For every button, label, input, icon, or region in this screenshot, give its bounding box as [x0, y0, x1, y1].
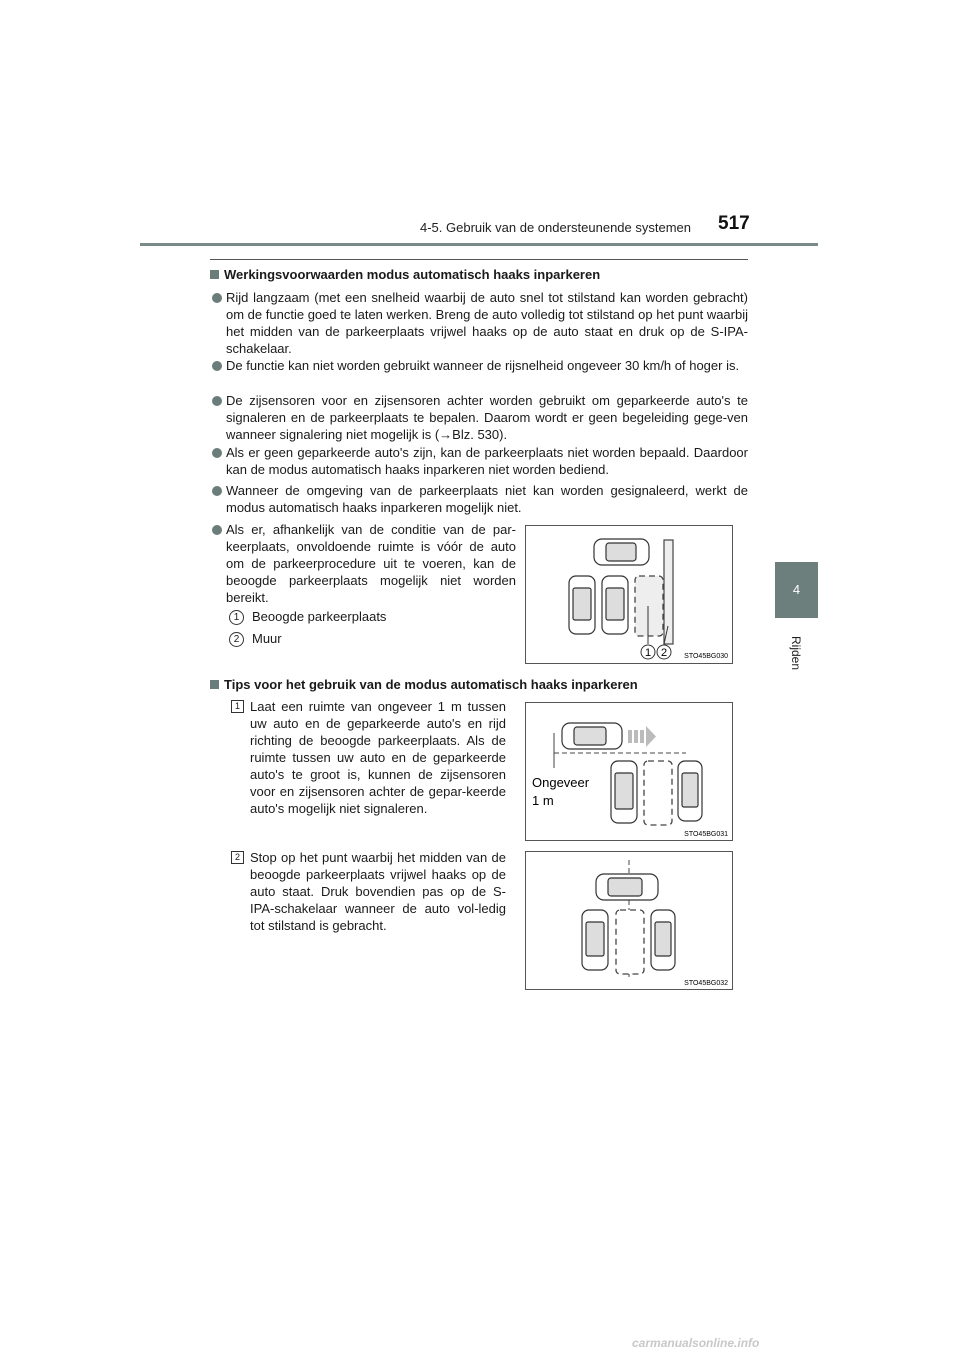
round-bullet-icon — [212, 486, 222, 496]
marker-label-1: 1 — [644, 647, 652, 659]
car-parked-b — [678, 761, 702, 821]
round-bullet-icon — [212, 448, 222, 458]
target-space-outline — [635, 576, 663, 636]
chapter-label: Rijden — [789, 635, 803, 671]
bullet-item — [226, 482, 748, 516]
section-heading-text: Werkingsvoorwaarden modus automatisch haaks inparkeren — [224, 267, 601, 282]
round-bullet-icon — [212, 396, 222, 406]
step-number-box: 2 — [231, 851, 244, 864]
step-text: Stop op het punt waarbij het midden van de beoogde parkeerplaats vrijwel haaks op de auto staat. Druk bovendien pas op de S-IPA-schakelaar wanneer de auto vol-ledig tot stilstand is gebracht. — [250, 850, 506, 933]
square-bullet-icon — [210, 680, 219, 689]
section-heading-text: Tips voor het gebruik van de modus automatisch haaks inparkeren — [224, 677, 638, 692]
step-text: Laat een ruimte van ongeveer 1 m tussen uw auto en de geparkeerde auto's en rijd richting de beoogde parkeerplaats. Als de ruimte tussen uw auto en de geparkeerde auto's te groot is, kunnen de zijsensoren voor en zijsensoren achter de gepar-keerde auto's mogelijk niet signaleren. — [250, 699, 506, 816]
round-bullet-icon — [212, 361, 222, 371]
car-parked-a — [582, 910, 608, 970]
bullet-item — [226, 289, 748, 357]
figure-code: STO45BG032 — [684, 980, 728, 987]
section-heading-conditions — [210, 267, 600, 282]
car-parked-b — [651, 910, 675, 970]
chapter-tab — [775, 562, 818, 618]
callout-label: Beoogde parkeerplaats — [252, 609, 387, 624]
watermark: carmanualsonline.info — [632, 1336, 760, 1350]
figure-approach-distance — [525, 702, 733, 841]
illustration — [526, 852, 732, 989]
figure-code: STO45BG030 — [684, 653, 728, 660]
bullet-text: Rijd langzaam (met een snelheid waarbij de auto snel tot stilstand kan worden gebracht) om de functie goed te laten werken. Breng de auto volledig tot stilstand op het punt waarbij het midden van de parkeerplaats vrijwel haaks op de auto staat en druk op de S-IPA-schakelaar. — [226, 290, 748, 356]
car-top — [594, 539, 649, 565]
bullet-text: Wanneer de omgeving van de parkeerplaats niet kan worden gesignaleerd, werkt de modus automatisch haaks inparkeren mogelijk niet. — [226, 483, 748, 515]
page-number: 517 — [718, 213, 750, 234]
round-bullet-icon — [212, 293, 222, 303]
chapter-number: 4 — [792, 582, 801, 597]
figure-stop-position — [525, 851, 733, 990]
distance-label-line2: 1 m — [532, 793, 554, 808]
illustration — [526, 703, 732, 840]
chapter-label-box — [788, 630, 804, 676]
section-top-rule — [210, 259, 748, 260]
marker-label-2: 2 — [660, 647, 668, 659]
motion-arrow-icon — [628, 726, 656, 747]
car-parked-a — [611, 761, 637, 823]
bullet-item — [226, 357, 748, 374]
callout-target-space — [229, 609, 386, 625]
car-moving — [562, 723, 622, 749]
callout-number: 1 — [229, 610, 244, 625]
round-bullet-icon — [212, 525, 222, 535]
callout-wall — [229, 631, 282, 647]
target-space-outline — [644, 761, 672, 825]
illustration — [526, 526, 732, 663]
car-stopped — [596, 874, 658, 900]
callout-number: 2 — [229, 632, 244, 647]
square-bullet-icon — [210, 270, 219, 279]
car-parked-left — [569, 576, 595, 634]
wall-shape — [664, 540, 673, 644]
bullet-text: De functie kan niet worden gebruikt wanneer de rijsnelheid ongeveer 30 km/h of hoger is. — [226, 358, 740, 373]
header-rule — [140, 243, 818, 246]
car-parked-middle — [602, 576, 628, 634]
bullet-item — [226, 521, 516, 606]
figure-parking-wall — [525, 525, 733, 664]
figure-code: STO45BG031 — [684, 831, 728, 838]
callout-label: Muur — [252, 631, 282, 646]
bullet-text: Als er geen geparkeerde auto's zijn, kan de parkeerplaats niet worden bepaald. Daardoor kan de modus automatisch haaks inparkeren niet worden bediend. — [226, 445, 748, 477]
bullet-text: De zijsensoren voor en zijsensoren achter worden gebruikt om geparkeerde auto's te signaleren en de parkeerplaats te bepalen. Daarom wordt er geen begeleiding gege-ven wanneer signalering niet mogelijk is (→Blz. 530). — [226, 393, 748, 442]
bullet-item — [226, 444, 748, 478]
section-heading-tips — [210, 677, 638, 692]
distance-label-line1: Ongeveer — [532, 775, 590, 790]
bullet-text: Als er, afhankelijk van de conditie van de par-keerplaats, onvoldoende ruimte is vóór de auto om de parkeerprocedure uit te voeren, kan de beoogde parkeerplaats mogelijk niet worden bereikt. — [226, 522, 516, 605]
step-number-box: 1 — [231, 700, 244, 713]
header-section-title: 4-5. Gebruik van de ondersteunende systemen — [420, 220, 692, 235]
bullet-item — [226, 392, 748, 443]
target-space-outline — [616, 910, 644, 974]
